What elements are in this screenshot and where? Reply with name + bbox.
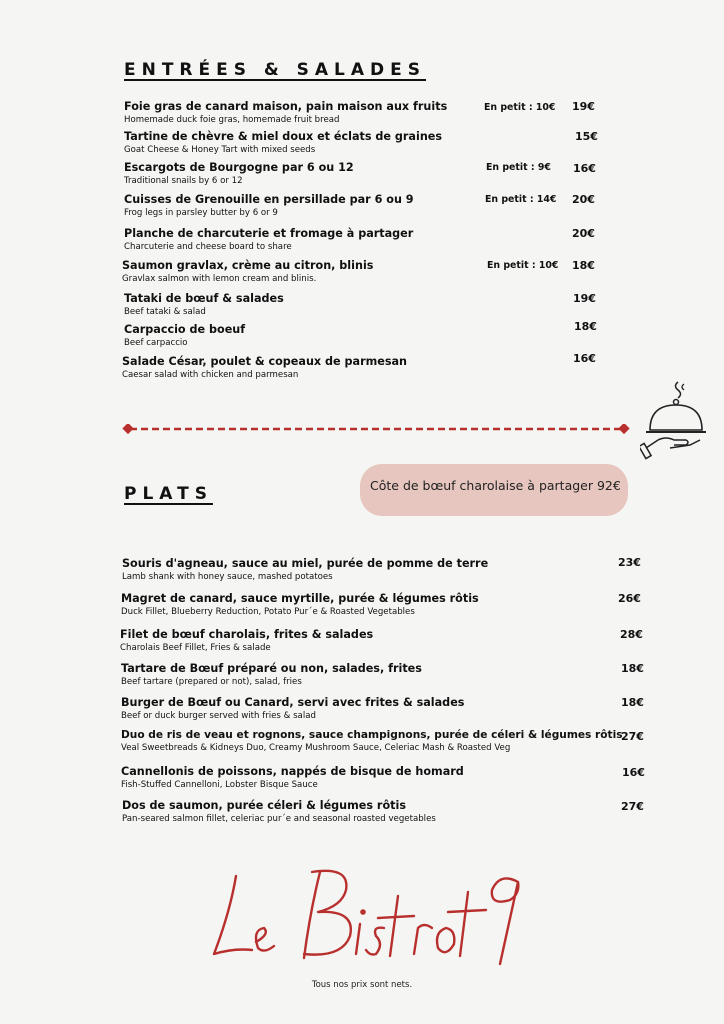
dish-translation: Charolais Beef Fillet, Fries & salade bbox=[120, 643, 271, 653]
dish-name: Salade César, poulet & copeaux de parmesan bbox=[122, 355, 408, 368]
plat-item bbox=[121, 765, 464, 790]
dish-price: 18€ bbox=[621, 662, 644, 675]
entree-item bbox=[122, 355, 407, 380]
dish-price: 16€ bbox=[573, 352, 596, 365]
dish-translation: Beef tartare (prepared or not), salad, fries bbox=[121, 677, 302, 687]
dish-price: 20€ bbox=[572, 193, 595, 206]
dish-name: Filet de bœuf charolais, frites & salades bbox=[120, 628, 374, 641]
dish-translation: Beef carpaccio bbox=[124, 338, 188, 348]
plat-item bbox=[120, 628, 373, 653]
dish-translation: Pan-seared salmon fillet, celeriac pur´e and seasonal roasted vegetables bbox=[122, 814, 436, 824]
dish-price: 20€ bbox=[572, 227, 595, 240]
entrees-title: ENTRÉES & SALADES bbox=[124, 60, 427, 80]
dish-price: 26€ bbox=[618, 592, 641, 605]
dish-name: Saumon gravlax, crème au citron, blinis bbox=[122, 259, 374, 272]
dish-price: 16€ bbox=[573, 162, 596, 175]
small-portion-price: En petit : 14€ bbox=[485, 194, 557, 205]
bistrot-logo bbox=[200, 862, 530, 972]
dish-translation: Frog legs in parsley butter by 6 or 9 bbox=[124, 208, 278, 218]
dish-price: 19€ bbox=[573, 292, 596, 305]
dish-name: Tartare de Bœuf préparé ou non, salades, frites bbox=[121, 662, 422, 675]
entree-item bbox=[124, 227, 413, 252]
entree-item bbox=[124, 100, 447, 125]
plat-item bbox=[122, 557, 488, 582]
plat-item bbox=[121, 662, 422, 687]
dish-price: 28€ bbox=[620, 628, 643, 641]
dish-price: 27€ bbox=[621, 730, 644, 743]
dish-price: 18€ bbox=[621, 696, 644, 709]
dish-name: Escargots de Bourgogne par 6 ou 12 bbox=[124, 161, 354, 174]
entree-item bbox=[122, 259, 373, 284]
dish-translation: Duck Fillet, Blueberry Reduction, Potato Pur´e & Roasted Vegetables bbox=[121, 607, 415, 617]
dish-translation: Fish-Stuffed Cannelloni, Lobster Bisque Sauce bbox=[121, 780, 318, 790]
dish-name: Magret de canard, sauce myrtille, purée & légumes rôtis bbox=[121, 592, 479, 605]
small-portion-price: En petit : 9€ bbox=[486, 162, 551, 173]
small-portion-price: En petit : 10€ bbox=[484, 102, 556, 113]
dish-price: 27€ bbox=[621, 800, 644, 813]
dish-name: Tataki de bœuf & salades bbox=[124, 292, 284, 305]
special-offer-text: Côte de bœuf charolaise à partager 92€ bbox=[370, 478, 621, 493]
dish-price: 19€ bbox=[572, 100, 595, 113]
entree-item bbox=[124, 130, 442, 155]
dish-name: Dos de saumon, purée céleri & légumes rôtis bbox=[122, 799, 406, 812]
dish-translation: Traditional snails by 6 or 12 bbox=[124, 176, 243, 186]
dish-name: Burger de Bœuf ou Canard, servi avec frites & salades bbox=[121, 696, 465, 709]
dish-translation: Veal Sweetbreads & Kidneys Duo, Creamy Mushroom Sauce, Celeriac Mash & Roasted Veg bbox=[121, 743, 511, 753]
special-offer-badge bbox=[360, 464, 628, 516]
serving-cloche-icon bbox=[640, 378, 710, 468]
dish-translation: Lamb shank with honey sauce, mashed potatoes bbox=[122, 572, 333, 582]
dish-name: Cannellonis de poissons, nappés de bisque de homard bbox=[121, 765, 464, 778]
dish-translation: Charcuterie and cheese board to share bbox=[124, 242, 292, 252]
dish-name: Planche de charcuterie et fromage à partager bbox=[124, 227, 414, 240]
plats-title: PLATS bbox=[124, 484, 213, 504]
entree-item bbox=[124, 161, 354, 186]
dish-translation: Beef tataki & salad bbox=[124, 307, 206, 317]
plat-item bbox=[121, 729, 623, 753]
dish-name: Souris d'agneau, sauce au miel, purée de pomme de terre bbox=[122, 557, 489, 570]
plat-item bbox=[122, 799, 436, 824]
dish-price: 15€ bbox=[575, 130, 598, 143]
dish-translation: Goat Cheese & Honey Tart with mixed seeds bbox=[124, 145, 316, 155]
plat-item bbox=[121, 696, 464, 721]
dish-name: Cuisses de Grenouille en persillade par 6 ou 9 bbox=[124, 193, 414, 206]
dish-translation: Beef or duck burger served with fries & salad bbox=[121, 711, 316, 721]
plat-item bbox=[121, 592, 479, 617]
entree-item bbox=[124, 292, 284, 317]
entree-item bbox=[124, 323, 245, 348]
dish-price: 23€ bbox=[618, 556, 641, 569]
dish-name: Foie gras de canard maison, pain maison aux fruits bbox=[124, 100, 448, 113]
dish-name: Carpaccio de boeuf bbox=[124, 323, 246, 336]
dish-price: 16€ bbox=[622, 766, 645, 779]
dish-price: 18€ bbox=[572, 259, 595, 272]
dashed-divider bbox=[122, 424, 632, 434]
dish-name: Duo de ris de veau et rognons, sauce champignons, purée de céleri & légumes rôtis bbox=[121, 729, 623, 741]
entree-item bbox=[124, 193, 414, 218]
prices-note: Tous nos prix sont nets. bbox=[311, 980, 413, 990]
dish-translation: Gravlax salmon with lemon cream and blinis. bbox=[122, 274, 317, 284]
dish-translation: Caesar salad with chicken and parmesan bbox=[122, 370, 299, 380]
dish-name: Tartine de chèvre & miel doux et éclats de graines bbox=[124, 130, 443, 143]
dish-translation: Homemade duck foie gras, homemade fruit bread bbox=[124, 115, 340, 125]
small-portion-price: En petit : 10€ bbox=[487, 260, 559, 271]
dish-price: 18€ bbox=[574, 320, 597, 333]
